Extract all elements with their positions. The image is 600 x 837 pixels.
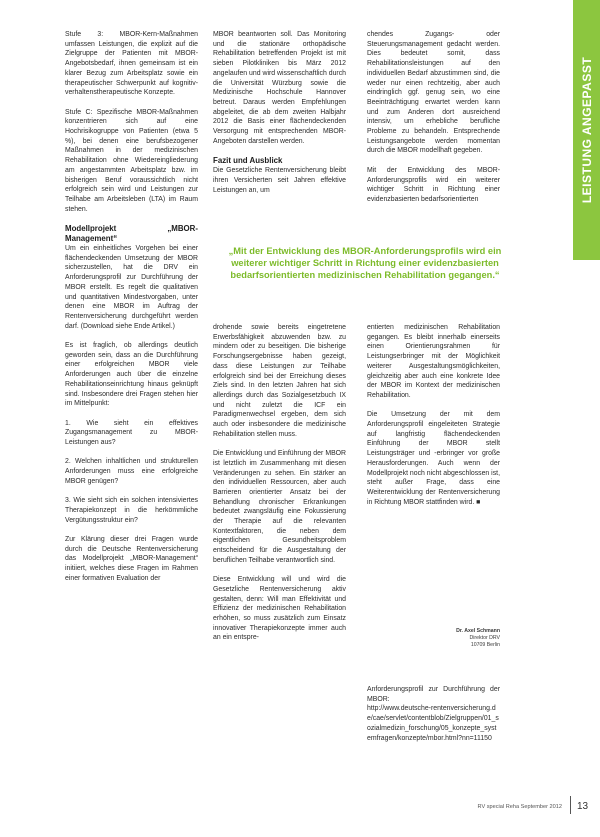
paragraph: MBOR beantworten soll. Das Monitoring und die stationäre orthopädische Rehabilitation betreffenden Projekt ist mit sieben Pilotkliniken bis März 2012 angelaufen und wird wissenschaftlich durch die Universität Würzburg sowie die Medizinische Hochschule Hannover betreut. Daraus werden Empfehlungen abgeleitet, die ab dem zweiten Halbjahr 2012 die Basis einer flächendeckenden Versorgung mit entsprechenden MBOR-Angeboten darstellen werden.: [213, 31, 346, 145]
footer-divider: [570, 796, 571, 814]
paragraph: Die Entwicklung und Einführung der MBOR ist letztlich im Zusammenhang mit diesen Veränderungen zu sehen. Ein stärker an den individuellen Ressourcen, aber auch Barrieren orientierter Ansatz bei der Behandlung chronischer Erkrankungen bedeutet zwangsläufig eine Fokussierung der Therapie auf die relevanten Kontextfaktoren, die neben dem eigentlichen Gesundheitsproblem entscheidend für die Ausgestaltung der beruflichen Teilhabe verantwortlich sind.: [213, 450, 346, 564]
column-middle-top: [213, 30, 346, 205]
column-right-link: [367, 685, 500, 743]
paragraph: entierten medizinischen Rehabilitation gegangen. Es bleibt innerhalb einerseits einen Orientierungsrahmen für Leistungserbringer mit der Möglichkeit weiterer Ausgestaltungsmöglichkeiten, gleichzeitig aber auch eine konkrete Idee der MBOR im Kontext der medizinischen Rehabilitation.: [367, 324, 500, 399]
section-tab: [573, 0, 600, 260]
question-item: 3. Wie sieht sich ein solchen intensiviertes Therapiekonzept in die herkömmliche Vergütungsstruktur ein?: [65, 497, 198, 524]
paragraph: chendes Zugangs- oder Steuerungsmanagement gedacht werden. Dies bedeutet somit, dass Rehabilitationsleistungen auf den individuellen Bedarf abzustimmen sind, die weder nur einen rechtzeitig, aber auch eindringlich ggf. genug sein, wo eine Beeinträchtigung erwartet werden kann und zum Anderen dort ausreichend intensiv, um erhebliche berufliche Probleme zu behandeln. Entsprechende Leistungsangebote werden momentan durch die MBOR modellhaft gegeben.: [367, 31, 500, 155]
author-role: Direktor DRV: [469, 635, 500, 641]
paragraph: Um ein einheitliches Vorgehen bei einer flächendeckenden Umsetzung der MBOR sicherzustellen, hat die DRV ein Anforderungsprofil zur Durchführung der MBOR erstellt. Es regelt die qualitativen und quantitativen Mindestvorgaben, unter denen eine MBOR im Auftrag der Rentenversicherung durchgeführt werden darf. (Download siehe Ende Artikel.): [65, 245, 198, 330]
paragraph: Diese Entwicklung will und wird die Gesetzliche Rentenversicherung aktiv gestalten, denn: Will man Effektivität und Effizienz der medizinischen Rehabilitation erhöhen, so muss zusätzlich zum Einsatz innovativer Therapiekonzepte immer auch an ein entspre-: [213, 576, 346, 642]
author-place: 10709 Berlin: [470, 642, 500, 648]
column-right-top: [367, 30, 500, 214]
paragraph: Die Umsetzung der mit dem Anforderungsprofil eingeleiteten Strategie auf langfristig flächendeckenden Einführung der MBOR stellt Leistungsträger und -erbringer vor große Herausforderungen. Auch wenn der Modellprojekt noch nicht abgeschlossen ist, steht außer Frage, dass eine Weiterentwicklung der Rentenversicherung in Richtung MBOR stattfinden wird. ■: [367, 411, 500, 506]
question-item: 1. Wie sieht ein effektives Zugangsmanagement zu MBOR-Leistungen aus?: [65, 419, 198, 447]
paragraph: Die Gesetzliche Rentenversicherung bleibt ihren Versicherten seit Jahren effektive Leistungen an, um: [213, 167, 346, 194]
page-number: 13: [577, 801, 589, 812]
paragraph: Es ist fraglich, ob allerdings deutlich geworden sein, dass an die Durchführung einer erfolgreichen MBOR viele Anforderungen auch über die einzelne Rehabilitationseinrichtung hinaus geknüpft sind. Insbesondere drei Fragen stehen hier im Mittelpunkt:: [65, 342, 198, 408]
paragraph: Stufe C: Spezifische MBOR-Maßnahmen konzentrieren sich auf eine Hochrisikogruppe von Patienten (etwa 5 %), bei denen eine berufsbezogener Maßnahmen in der medizinischen Rehabilitation ohne Wiedereingliederung am angestammten Arbeitsplatz bzw. im bisherigen Beruf voraussichtlich nicht erfolgreich sein wird und Leistungen zur Teilhabe am Arbeitsleben (LTA) im Raum stehen.: [65, 108, 198, 213]
paragraph: Mit der Entwicklung des MBOR-Anforderungsprofils wird ein weiterer wichtiger Schritt in Richtung einer evidenzbasierten bedarfsorientierten: [367, 166, 500, 203]
pull-quote: „Mit der Entwicklung des MBOR-Anforderungsprofils wird ein weiterer wichtiger Schritt in Richtung einer evidenzbasierten bedarfsorientierten medizinischen Rehabilitation gegangen.“: [228, 246, 502, 280]
paragraph: Stufe 3: MBOR-Kern-Maßnahmen umfassen Leistungen, die explizit auf die Zielgruppe der Patienten mit MBOR-Angebotsbedarf, ihnen gemeinsam ist ein klarer Bezug zum Arbeitsplatz sowie ein therapeutischer Schwerpunkt auf kognitiv-verhaltenstherapeutische Konzepte.: [65, 31, 198, 97]
section-heading: Fazit und Ausblick: [213, 156, 283, 166]
column-right-bottom: [367, 323, 500, 517]
author-name: Dr. Axel Schmann: [456, 628, 500, 634]
paragraph: Zur Klärung dieser drei Fragen wurde durch die Deutsche Rentenversicherung das Modellprojekt „MBOR-Management“ initiiert, welches diese Fragen im Rahmen einer formativen Evaluation der: [65, 536, 198, 582]
section-tab-label: LEISTUNG ANGEPASST: [579, 56, 594, 204]
link-caption: Anforderungsprofil zur Durchführung der MBOR:: [367, 686, 500, 703]
question-item: 2. Welchen inhaltlichen und strukturellen Anforderungen muss eine erfolgreiche MBOR genügen?: [65, 458, 198, 485]
column-left: [65, 30, 198, 593]
column-middle-bottom: [213, 323, 346, 653]
download-link[interactable]: http://www.deutsche-rentenversicherung.de/cae/servlet/contentblob/Zielgruppen/01_sozialmedizin_forschung/05_konzepte_systemfragen/konzepte/mbor.html?nn=11150: [367, 705, 499, 742]
section-heading: Modellprojekt „MBOR-Management“: [65, 224, 198, 244]
footer-publication: RV special Reha September 2012: [477, 804, 562, 810]
paragraph: drohende sowie bereits eingetretene Erwerbsfähigkeit abzuwenden bzw. zu mindern oder zu beseitigen. Die bisherige Forschungsergebnisse haben gezeigt, dass diese Leistungen zur Teilhabe erfolgreich sind bei der Erreichung dieses Ziels sind. In den letzten Jahren hat sich allerdings durch das Sozialgesetzbuch IX und nicht zuletzt die ICF ein Paradigmenwechsel ergeben, dem sich auch oder insbesondere die medizinische Rehabilitation stellen muss.: [213, 324, 346, 438]
author-signature: [430, 628, 500, 649]
